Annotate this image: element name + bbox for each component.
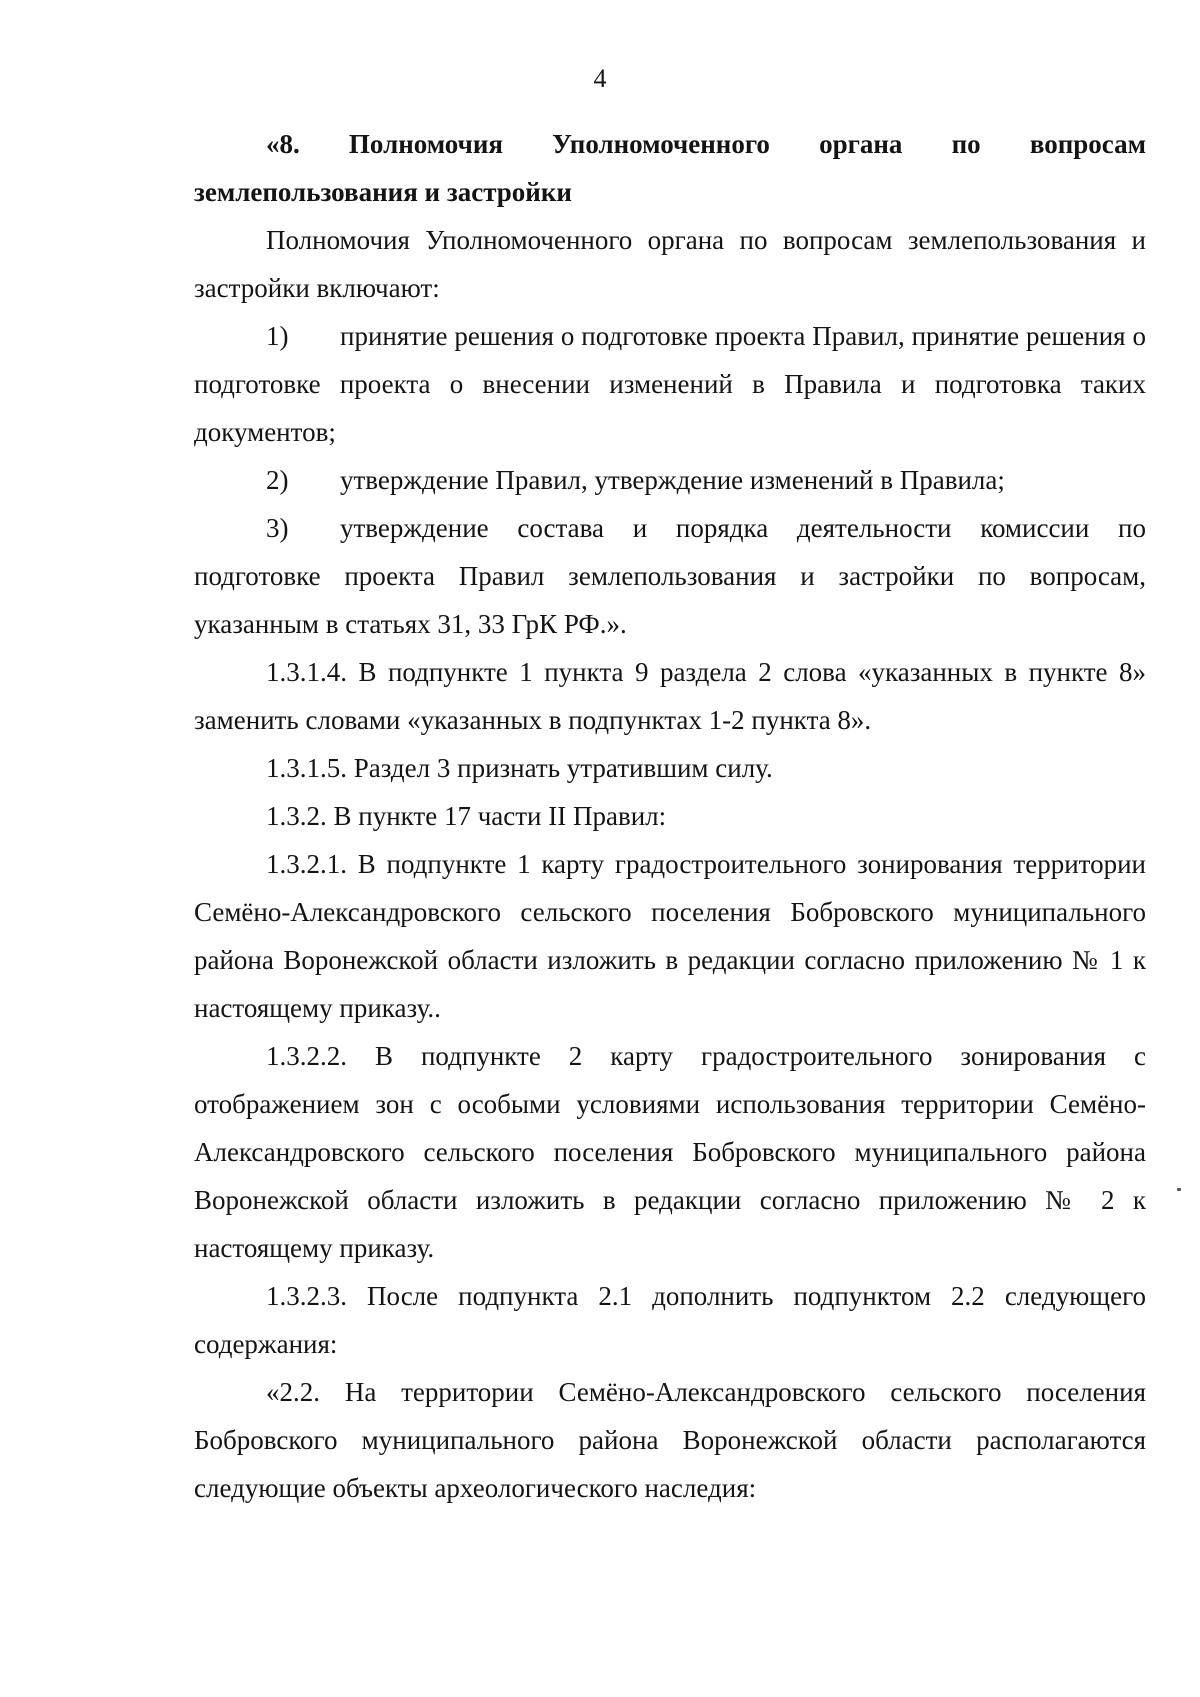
list-item-text: принятие решения о подготовке проекта Правил, принятие решения о подготовке проекта о внесении изменений в Правила и подготовка таких документов; <box>194 321 1146 447</box>
paragraph: 1.3.2.2. В подпункте 2 карту градостроительного зонирования с отображением зон с особыми условиями использования территории Семёно-Александровского сельского поселения Бобровского муниципального района Воронежской области изложить в редакции согласно приложению № 2 к настоящему приказу. <box>194 1041 1146 1263</box>
paragraph: 1.3.1.5. Раздел 3 признать утратившим силу. <box>266 753 773 783</box>
list-item-number: 2) <box>266 465 289 495</box>
paragraph: 1.3.2. В пункте 17 части II Правил: <box>266 801 667 831</box>
paragraph: «2.2. На территории Семёно-Александровского сельского поселения Бобровского муниципального района Воронежской области располагаются следующие объекты археологического наследия: <box>194 1377 1146 1503</box>
list-item-number: 1) <box>266 321 289 351</box>
paragraph: 1.3.2.1. В подпункте 1 карту градостроительного зонирования территории Семёно-Александровского сельского поселения Бобровского муниципального района Воронежской области изложить в редакции согласно приложению № 1 к настоящему приказу.. <box>194 849 1146 1023</box>
document-body <box>194 120 1146 1512</box>
paragraph: Полномочия Уполномоченного органа по вопросам землепользования и застройки включают: <box>194 225 1146 303</box>
section-heading: «8. Полномочия Уполномоченного органа по вопросам землепользования и застройки <box>194 129 1146 207</box>
list-item <box>194 312 1146 456</box>
list-item-text: утверждение Правил, утверждение изменений в Правила; <box>340 465 1005 495</box>
list-item <box>194 456 1146 504</box>
list-item <box>194 504 1146 648</box>
scan-speck <box>1177 1188 1181 1191</box>
page-number: 4 <box>593 64 607 93</box>
paragraph: 1.3.2.3. После подпункта 2.1 дополнить подпунктом 2.2 следующего содержания: <box>194 1281 1146 1359</box>
list-item-text: утверждение состава и порядка деятельности комиссии по подготовке проекта Правил землепользования и застройки по вопросам, указанным в статьях 31, 33 ГрК РФ.». <box>194 513 1146 639</box>
list-item-number: 3) <box>266 513 289 543</box>
paragraph: 1.3.1.4. В подпункте 1 пункта 9 раздела 2 слова «указанных в пункте 8» заменить словами «указанных в подпунктах 1-2 пункта 8». <box>194 657 1146 735</box>
